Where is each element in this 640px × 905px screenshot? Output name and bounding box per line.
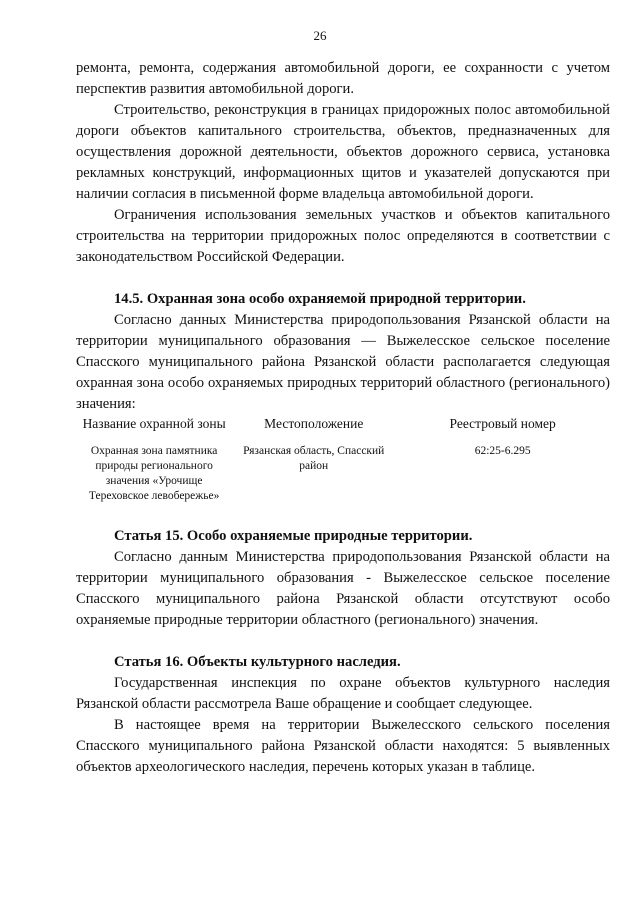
table-header-location: Местоположение [264,416,364,431]
document-body [76,58,610,778]
paragraph-road-repair: ремонта, ремонта, содержания автомобильной дороги, ее сохранности с учетом перспектив развития автомобильной дороги. [76,60,610,97]
paragraph-archaeological-objects: В настоящее время на территории Выжелесского сельского поселения Спасского муниципального района Рязанской области находятся: 5 выявленных объектов археологического наследия, перечень которых указан в таблице. [76,717,610,775]
table-cell-location: Рязанская область, Спасский район [243,445,385,472]
table-header-registry-number: Реестровый номер [449,416,556,431]
paragraph-no-protected-territories: Согласно данным Министерства природопользования Рязанской области на территории муниципального образования - Выжелесское сельское поселение Спасского муниципального района Рязанской области отсутствуют особо охраняемые природные территории областного (регионального) значения. [76,549,610,628]
table-header-zone-name: Название охранной зоны [82,416,226,431]
page-number: 26 [313,28,327,43]
heading-section-14-5: 14.5. Охранная зона особо охраняемой природной территории. [114,291,526,307]
paragraph-construction: Строительство, реконструкция в границах придорожных полос автомобильной дороги объектов капитального строительства, объектов, предназначенных для осуществления дорожной деятельности, объектов дорожного сервиса, установка рекламных конструкций, информационных щитов и указателей допускаются при наличии согласия в письменной форме владельца автомобильной дороги. [76,102,610,202]
heading-article-15: Статья 15. Особо охраняемые природные территории. [114,528,473,544]
paragraph-restrictions: Ограничения использования земельных участков и объектов капитального строительства на территории придорожных полос определяются в соответствии с законодательством Российской Федерации. [76,207,610,265]
paragraph-inspection: Государственная инспекция по охране объектов культурного наследия Рязанской области рассмотрела Ваше обращение и сообщает следующее. [76,675,610,712]
heading-article-16: Статья 16. Объекты культурного наследия. [114,654,401,670]
table-header-row [76,415,610,444]
protected-zone-table [76,415,610,504]
table-cell-zone-name: Охранная зона памятника природы регионального значения «Урочище Тереховское левобережье» [88,445,220,502]
paragraph-protected-zone: Согласно данных Министерства природопользования Рязанской области на территории муниципального образования — Выжелесское сельское поселение Спасского муниципального района Рязанской области располагается следующая охранная зона особо охраняемых природных территорий областного (регионального) значения: [76,312,610,412]
table-cell-registry-number: 62:25-6.295 [474,445,531,457]
table-row [76,444,610,504]
